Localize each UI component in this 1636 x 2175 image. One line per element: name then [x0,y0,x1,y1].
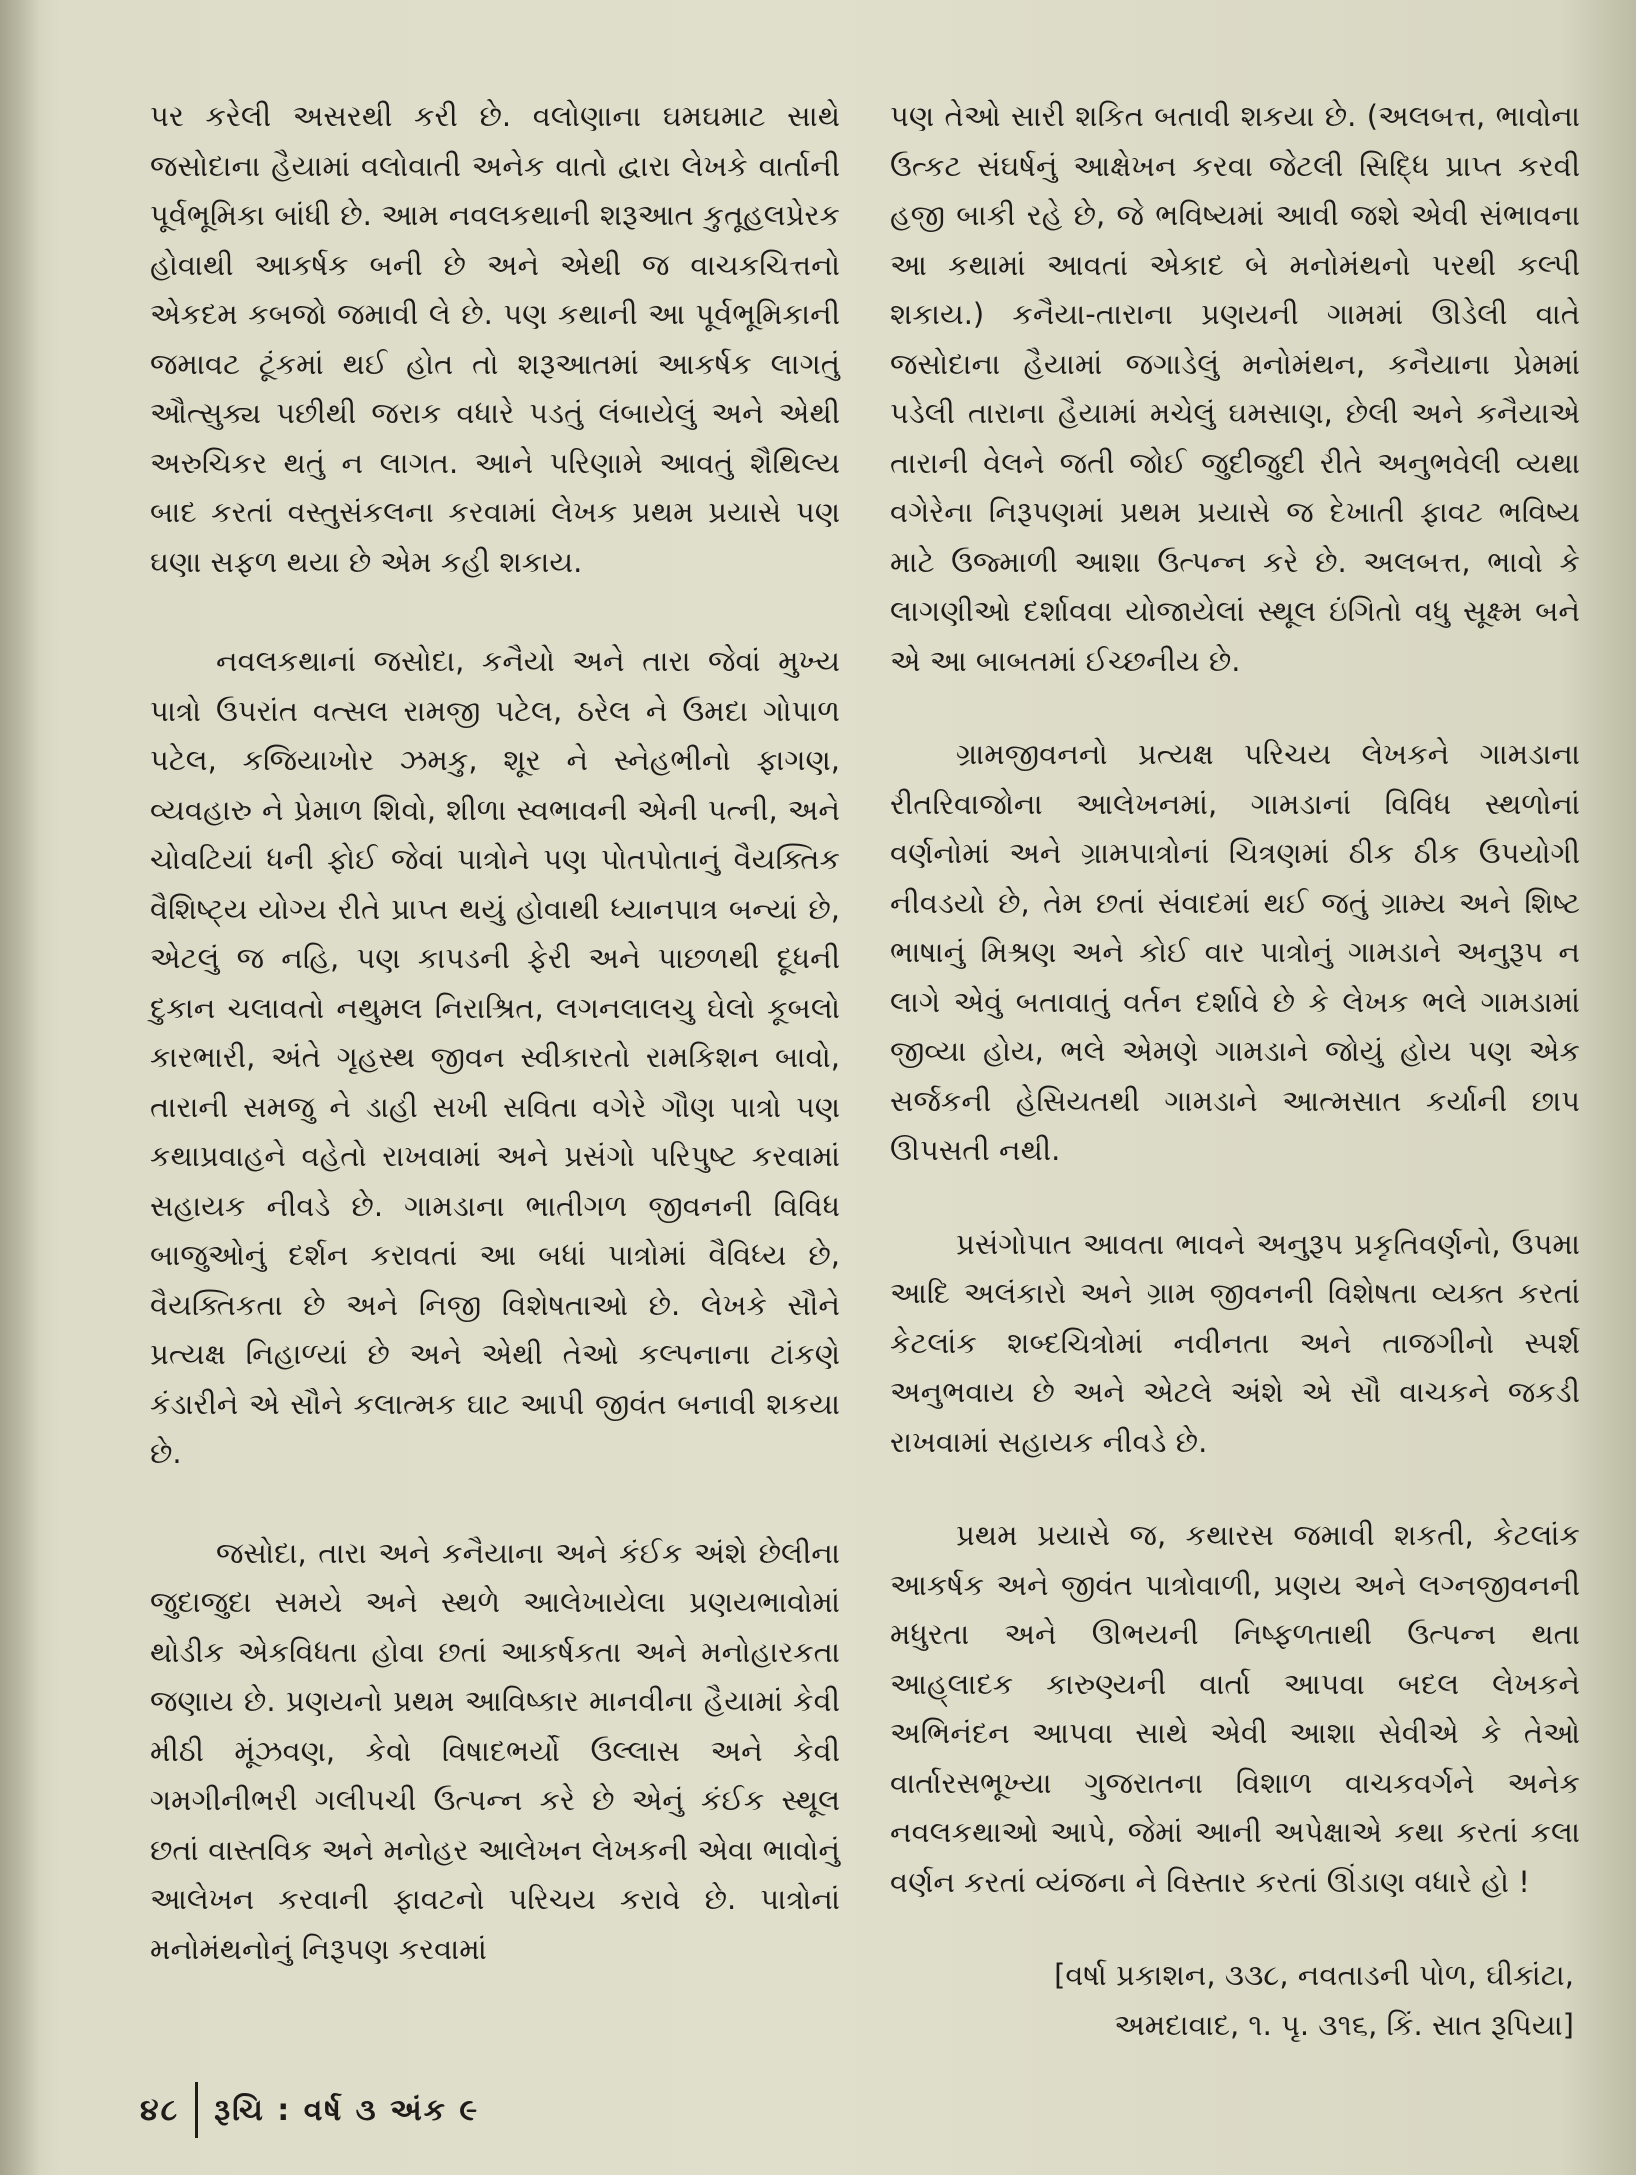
page-number: ૪૮ [140,2092,180,2128]
paragraph: પર કરેલી અસરથી કરી છે. વલોણાના ઘમઘમાટ સાથે જસોદાના હૈયામાં વલોવાતી અનેક વાતો દ્વારા લેખકે વાર્તાની પૂર્વભૂમિકા બાંધી છે. આમ નવલકથાની શરૂઆત કુતૂહલપ્રેરક હોવાથી આકર્ષક બની છે અને એથી જ વાચકચિત્તનો એકદમ કબજો જમાવી લે છે. પણ કથાની આ પૂર્વભૂમિકાની જમાવટ ટૂંકમાં થઈ હોત તો શરૂઆતમાં આકર્ષક લાગતું ઔત્સુક્ય પછીથી જરાક વધારે પડતું લંબાયેલું અને એથી અરુચિકર થતું ન લાગત. આને પરિણામે આવતું શૈથિલ્ય બાદ કરતાં વસ્તુસંકલના કરવામાં લેખક પ્રથમ પ્રયાસે પણ ઘણા સફળ થયા છે એમ કહી શકાય. [150,99,840,579]
left-column [150,92,840,1974]
publication-citation-line: અમદાવાદ, ૧. પૃ. ૩૧૬, કિં. સાત રૂપિયા] [1114,2007,1574,2042]
paragraph: પ્રસંગોપાત આવતા ભાવને અનુરૂપ પ્રકૃતિવર્ણનો, ઉપમા આદિ અલંકારો અને ગ્રામ જીવનની વિશેષતા વ્યક્ત કરતાં કેટલાંક શબ્દચિત્રોમાં નવીનતા અને તાજગીનો સ્પર્શ અનુભવાય છે અને એટલે અંશે એ સૌ વાચકને જકડી રાખવામાં સહાયક નીવડે છે. [890,1226,1580,1459]
right-column [890,92,1580,2050]
page-footer [140,2082,479,2138]
paragraph: નવલકથાનાં જસોદા, કનૈયો અને તારા જેવાં મુખ્ય પાત્રો ઉપરાંત વત્સલ રામજી પટેલ, ઠરેલ ને ઉમદા ગોપાળ પટેલ, કજિયાખોર ઝમકુ, શૂર ને સ્નેહભીનો ફાગણ, વ્યવહારુ ને પ્રેમાળ શિવો, શીળા સ્વભાવની એની પત્ની, અને ચોવટિયાં ધની ફોઈ જેવાં પાત્રોને પણ પોતપોતાનું વૈયક્તિક વૈશિષ્ટ્ય યોગ્ય રીતે પ્રાપ્ત થયું હોવાથી ધ્યાનપાત્ર બન્યાં છે, એટલું જ નહિ, પણ કાપડની ફેરી અને પાછળથી દૂધની દુકાન ચલાવતો નથુમલ નિરાશ્રિત, લગનલાલચુ ઘેલો કૂબલો કારભારી, અંતે ગૃહસ્થ જીવન સ્વીકારતો રામકિશન બાવો, તારાની સમજુ ને ડાહી સખી સવિતા વગેરે ગૌણ પાત્રો પણ કથાપ્રવાહને વહેતો રાખવામાં અને પ્રસંગો પરિપુષ્ટ કરવામાં સહાયક નીવડે છે. ગામડાના ભાતીગળ જીવનની વિવિધ બાજુઓનું દર્શન કરાવતાં આ બધાં પાત્રોમાં વૈવિધ્ય છે, વૈયક્તિકતા છે અને નિજી વિશેષતાઓ છે. લેખકે સૌને પ્રત્યક્ષ નિહાળ્યાં છે અને એથી તેઓ કલ્પનાના ટાંકણે કંડારીને એ સૌને કલાત્મક ઘાટ આપી જીવંત બનાવી શકયા છે. [150,644,840,1470]
footer-divider [195,2082,198,2138]
journal-issue: રૂચિ : વર્ષ ૩ અંક ૯ [214,2092,480,2128]
paragraph: ગ્રામજીવનનો પ્રત્યક્ષ પરિચય લેખકને ગામડાના રીતરિવાજોના આલેખનમાં, ગામડાનાં વિવિધ સ્થળોનાં વર્ણનોમાં અને ગ્રામપાત્રોનાં ચિત્રણમાં ઠીક ઠીક ઉપયોગી નીવડયો છે, તેમ છતાં સંવાદમાં થઈ જતું ગ્રામ્ય અને શિષ્ટ ભાષાનું મિશ્રણ અને કોઈ વાર પાત્રોનું ગામડાને અનુરૂપ ન લાગે એવું બતાવાતું વર્તન દર્શાવે છે કે લેખક ભલે ગામડામાં જીવ્યા હોય, ભલે એમણે ગામડાને જોયું હોય પણ એક સર્જકની હેસિયતથી ગામડાને આત્મસાત કર્યાની છાપ ઊપસતી નથી. [890,737,1580,1167]
paragraph: પ્રથમ પ્રયાસે જ, કથારસ જમાવી શકતી, કેટલાંક આકર્ષક અને જીવંત પાત્રોવાળી, પ્રણય અને લગ્નજીવનની મધુરતા અને ઊભયની નિષ્ફળતાથી ઉત્પન્ન થતા આહ્‌લાદક કારુણ્યની વાર્તા આપવા બદલ લેખકને અભિનંદન આપવા સાથે એવી આશા સેવીએ કે તેઓ વાર્તારસભૂખ્યા ગુજરાતના વિશાળ વાચકવર્ગને અનેક નવલકથાઓ આપે, જેમાં આની અપેક્ષાએ કથા કરતાં કલા વર્ણન કરતાં વ્યંજના ને વિસ્તાર કરતાં ઊંડાણ વધારે હો ! [890,1518,1580,1899]
paragraph: પણ તેઓ સારી શકિત બતાવી શકયા છે. (અલબત્ત, ભાવોના ઉત્કટ સંઘર્ષનું આક્ષેખન કરવા જેટલી સિદ્ધિ પ્રાપ્ત કરવી હજી બાકી રહે છે, જે ભવિષ્યમાં આવી જશે એવી સંભાવના આ કથામાં આવતાં એકાદ બે મનોમંથનો પરથી કલ્પી શકાય.) કનૈયા-તારાના પ્રણયની ગામમાં ઊડેલી વાતે જસોદાના હૈયામાં જગાડેલું મનોમંથન, કનૈયાના પ્રેમમાં પડેલી તારાના હૈયામાં મચેલું ઘમસાણ, છેલી અને કનૈયાએ તારાની વેલને જતી જોઈ જુદીજુદી રીતે અનુભવેલી વ્યથા વગેરેના નિરૂપણમાં પ્રથમ પ્રયાસે જ દેખાતી ફાવટ ભવિષ્ય માટે ઉજ્માળી આશા ઉત્પન્ન કરે છે. અલબત્ત, ભાવો કે લાગણીઓ દર્શાવવા યોજાયેલાં સ્થૂલ ઇંગિતો વધુ સૂક્ષ્મ બને એ આ બાબતમાં ઈચ્છનીય છે. [890,99,1580,678]
paragraph: જસોદા, તારા અને કનૈયાના અને કંઈક અંશે છેલીના જુદાજુદા સમયે અને સ્થળે આલેખાયેલા પ્રણયભાવોમાં થોડીક એકવિધતા હોવા છતાં આકર્ષકતા અને મનોહારકતા જણાય છે. પ્રણયનો પ્રથમ આવિષ્કાર માનવીના હૈયામાં કેવી મીઠી મૂંઝવણ, કેવો વિષાદભર્યો ઉલ્લાસ અને કેવી ગમગીનીભરી ગલીપચી ઉત્પન્ન કરે છે એનું કંઈક સ્થૂલ છતાં વાસ્તવિક અને મનોહર આલેખન લેખકની એવા ભાવોનું આલેખન કરવાની ફાવટનો પરિચય કરાવે છે. પાત્રોનાં મનોમંથનોનું નિરૂપણ કરવામાં [150,1535,840,1966]
publication-citation-line: [વર્ષા પ્રકાશન, ૩૩૮, નવતાડની પોળ, ઘીકાંટા, [1054,1958,1574,1992]
binding-shadow [0,0,40,2175]
